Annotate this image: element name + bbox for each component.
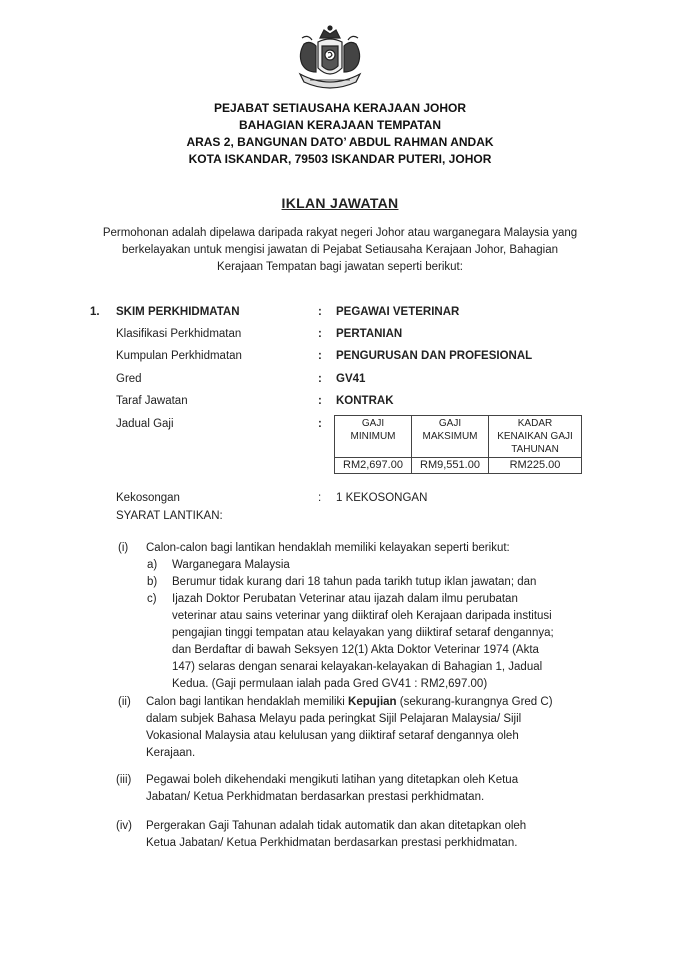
header-text: KADAR [517, 418, 553, 429]
condition-iii-text [146, 772, 582, 806]
text-line: veterinar atau sains veterinar yang diiktiraf oleh Kerajaan daripada institusi [172, 610, 552, 622]
text-line [146, 694, 582, 711]
text-span: Calon bagi lantikan hendaklah memiliki [146, 696, 349, 708]
text-line: Ijazah Doktor Perubatan Veterinar atau ijazah dalam ilmu perubatan [172, 593, 518, 605]
kumpulan-label: Kumpulan Perkhidmatan [116, 350, 242, 362]
syarat-lantikan-heading: SYARAT LANTIKAN: [116, 510, 223, 522]
condition-i-b-letter: b) [147, 576, 158, 588]
text-span: (sekurang-kurangnya Gred C) [396, 696, 553, 708]
condition-i-a-letter: a) [147, 559, 158, 571]
condition-iv-text [146, 818, 582, 852]
condition-i-number: (i) [118, 542, 129, 554]
intro-line: Permohonan adalah dipelawa daripada rakyat negeri Johor atau warganegara Malaysia yang [102, 227, 578, 239]
header-text: TAHUNAN [511, 444, 559, 455]
header-text: KENAIKAN GAJI [497, 431, 573, 442]
skim-value: PEGAWAI VETERINAR [336, 306, 460, 318]
condition-i-text: Calon-calon bagi lantikan hendaklah memiliki kelayakan seperti berikut: [146, 542, 510, 554]
header-office-name: PEJABAT SETIAUSAHA KERAJAAN JOHOR [213, 101, 467, 115]
intro-line: berkelayakan untuk mengisi jawatan di Pejabat Setiausaha Kerajaan Johor, Bahagian [121, 244, 559, 256]
text-line: Kedua. (Gaji permulaan ialah pada Gred GV41 : RM2,697.00) [172, 678, 488, 690]
intro-paragraph [80, 225, 600, 276]
condition-i-c-letter: c) [147, 593, 157, 605]
text-line: dan Berdaftar di bawah Seksyen 12(1) Akta Doktor Veterinar 1974 (Akta [172, 644, 539, 656]
jadual-label: Jadual Gaji [116, 418, 174, 430]
condition-iii-number: (iii) [116, 774, 132, 786]
text-line: dalam subjek Bahasa Melayu pada peringkat Sijil Pelajaran Malaysia/ Sijil [146, 713, 522, 725]
condition-ii-text [146, 694, 582, 762]
gred-label: Gred [116, 373, 142, 385]
kekosongan-value: 1 KEKOSONGAN [336, 492, 428, 504]
condition-iv-number: (iv) [116, 820, 132, 832]
salary-value-minimum: RM2,697.00 [335, 458, 412, 474]
item-number: 1. [90, 306, 100, 318]
kumpulan-value: PENGURUSAN DAN PROFESIONAL [336, 350, 533, 362]
colon: : [318, 328, 322, 340]
taraf-value: KONTRAK [336, 395, 394, 407]
header-division: BAHAGIAN KERAJAAN TEMPATAN [239, 118, 441, 132]
salary-value-increment: RM225.00 [489, 458, 582, 474]
gred-value: GV41 [336, 373, 366, 385]
condition-ii-number: (ii) [118, 696, 131, 708]
text-line: Ketua Jabatan/ Ketua Perkhidmatan berdasarkan prestasi perkhidmatan. [146, 837, 518, 849]
salary-value-maximum: RM9,551.00 [412, 458, 489, 474]
header-text: GAJI [361, 418, 385, 429]
taraf-label: Taraf Jawatan [116, 395, 188, 407]
text-line: pengajian tinggi tempatan atau kelayakan yang diiktiraf setaraf dengannya; [172, 627, 554, 639]
text-line: Pegawai boleh dikehendaki mengikuti latihan yang ditetapkan oleh Ketua [146, 774, 519, 786]
kepujian-bold: Kepujian [348, 696, 397, 708]
salary-header-maximum [412, 416, 489, 458]
kekosongan-label: Kekosongan [116, 492, 180, 504]
salary-table [334, 415, 582, 474]
text-line: 147) selaras dengan senarai kelayakan-kelayakan di Bahagian 1, Jadual [172, 661, 543, 673]
header-address-line2: KOTA ISKANDAR, 79503 ISKANDAR PUTERI, JOHOR [188, 152, 492, 166]
intro-line: Kerajaan Tempatan bagi jawatan seperti berikut: [217, 261, 463, 273]
header-text: MINIMUM [350, 431, 396, 442]
text-line: Jabatan/ Ketua Perkhidmatan berdasarkan prestasi perkhidmatan. [146, 791, 485, 803]
johor-crest-logo [290, 24, 370, 96]
condition-i-b-text: Berumur tidak kurang dari 18 tahun pada tarikh tutup iklan jawatan; dan [172, 576, 537, 588]
header-address-line1: ARAS 2, BANGUNAN DATO’ ABDUL RAHMAN ANDAK [186, 135, 494, 149]
text-line: Kerajaan. [146, 747, 196, 759]
header-text: GAJI [438, 418, 462, 429]
document-title: IKLAN JAWATAN [281, 195, 399, 211]
klasifikasi-value: PERTANIAN [336, 328, 403, 340]
colon: : [318, 395, 322, 407]
skim-label: SKIM PERKHIDMATAN [116, 306, 240, 318]
colon: : [318, 306, 322, 318]
condition-i-c-text [172, 591, 582, 693]
klasifikasi-label: Klasifikasi Perkhidmatan [116, 328, 242, 340]
header-text: MAKSIMUM [422, 431, 478, 442]
text-line: Pergerakan Gaji Tahunan adalah tidak automatik dan akan ditetapkan oleh [146, 820, 527, 832]
salary-header-increment [489, 416, 582, 458]
text-line: Vokasional Malaysia atau kelulusan yang diiktiraf setaraf dengannya oleh [146, 730, 519, 742]
colon: : [318, 418, 322, 430]
colon: : [318, 350, 322, 362]
salary-header-minimum [335, 416, 412, 458]
colon: : [318, 492, 322, 504]
condition-i-a-text: Warganegara Malaysia [172, 559, 290, 571]
colon: : [318, 373, 322, 385]
